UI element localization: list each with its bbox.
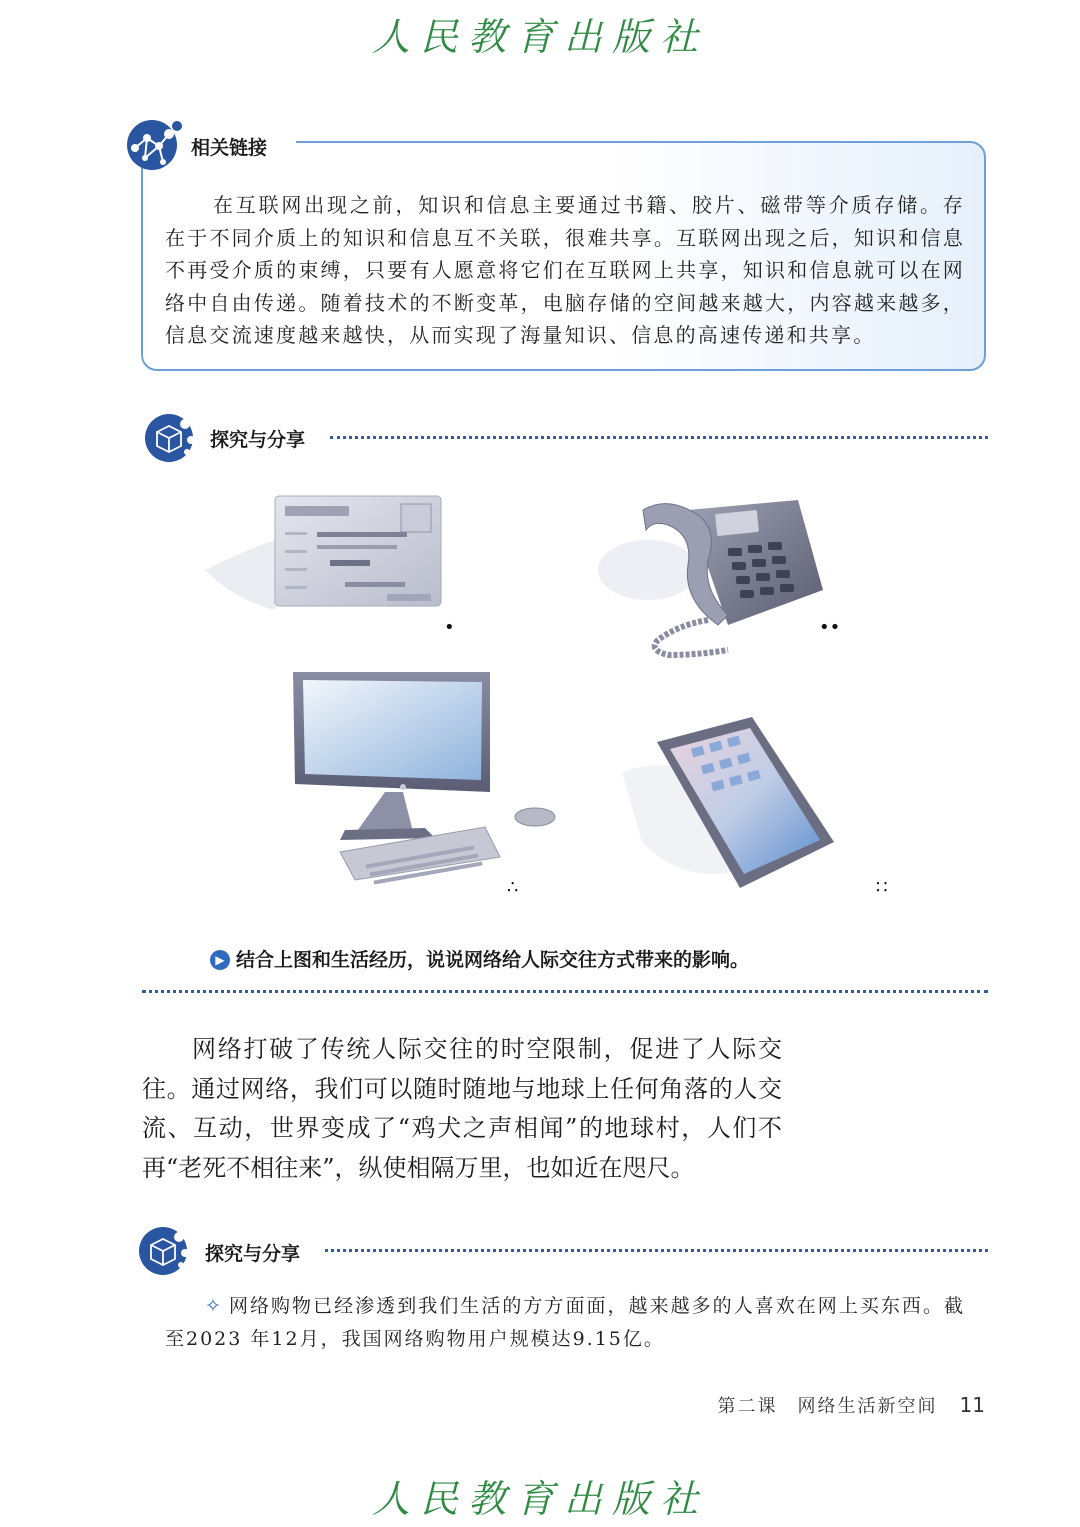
page-number: 11: [959, 1393, 985, 1417]
publisher-logo-top: 人民教育出版社: [371, 15, 708, 59]
figure-marker-2: ••: [819, 617, 841, 638]
lesson-title: 第二课 网络生活新空间: [717, 1396, 938, 1417]
related-link-paragraph: 在互联网出现之前，知识和信息主要通过书籍、胶片、磁带等介质存储。存在于不同介质上的知识和信息互不关联，很难共享。互联网出现之后，知识和信息不再受介质的束缚，只要有人愿意将它们在互联网上共享，知识和信息就可以在网络中自由传递。随着技术的不断变革，电脑存储的空间越来越大，内容越来越多，信息交流速度越来越快，从而实现了海量知识、信息的高速传递和共享。: [165, 193, 965, 347]
envelope-illustration: [205, 490, 455, 615]
dotted-divider: [330, 436, 988, 439]
related-link-text: [165, 189, 965, 352]
arrow-bullet-icon: ▶: [210, 950, 230, 970]
explore-title-2: 探究与分享: [205, 1243, 301, 1265]
question-text: 结合上图和生活经历，说说网络给人际交往方式带来的影响。: [236, 949, 750, 971]
page-footer: [718, 1392, 985, 1418]
figure-marker-4: ∷: [876, 877, 888, 898]
smartphone-illustration: [622, 712, 837, 892]
related-link-title: 相关链接: [191, 137, 268, 159]
body-paragraph-text: 网络打破了传统人际交往的时空限制，促进了人际交往。通过网络，我们可以随时随地与地球上任何角落的人交流、互动，世界变成了“鸡犬之声相闻”的地球村，人们不再“老死不相往来”，纵使相隔万里，也如近在咫尺。: [142, 1035, 782, 1182]
publisher-logo-bottom: 人民教育出版社: [371, 1477, 708, 1521]
dotted-divider-2: [325, 1249, 988, 1252]
network-icon: [125, 118, 183, 172]
desktop-computer-illustration: [285, 662, 560, 884]
dotted-divider-bottom: [142, 990, 988, 993]
figure-marker-1: •: [444, 617, 455, 638]
note-text: 网络购物已经渗透到我们生活的方方面面，越来越多的人喜欢在网上买东西。截至2023 年12月，我国网络购物用户规模达9.15亿。: [165, 1295, 965, 1350]
telephone-illustration: [598, 490, 828, 660]
diamond-bullet-icon: ✧: [205, 1295, 223, 1317]
cube-network-icon-2: [137, 1223, 193, 1277]
body-paragraph: [142, 1030, 782, 1188]
explore-title-1: 探究与分享: [210, 429, 306, 451]
online-shopping-note: [165, 1290, 965, 1356]
figure-marker-3: ∴: [507, 877, 519, 898]
cube-network-icon: [143, 410, 199, 464]
discussion-question: [210, 945, 749, 972]
